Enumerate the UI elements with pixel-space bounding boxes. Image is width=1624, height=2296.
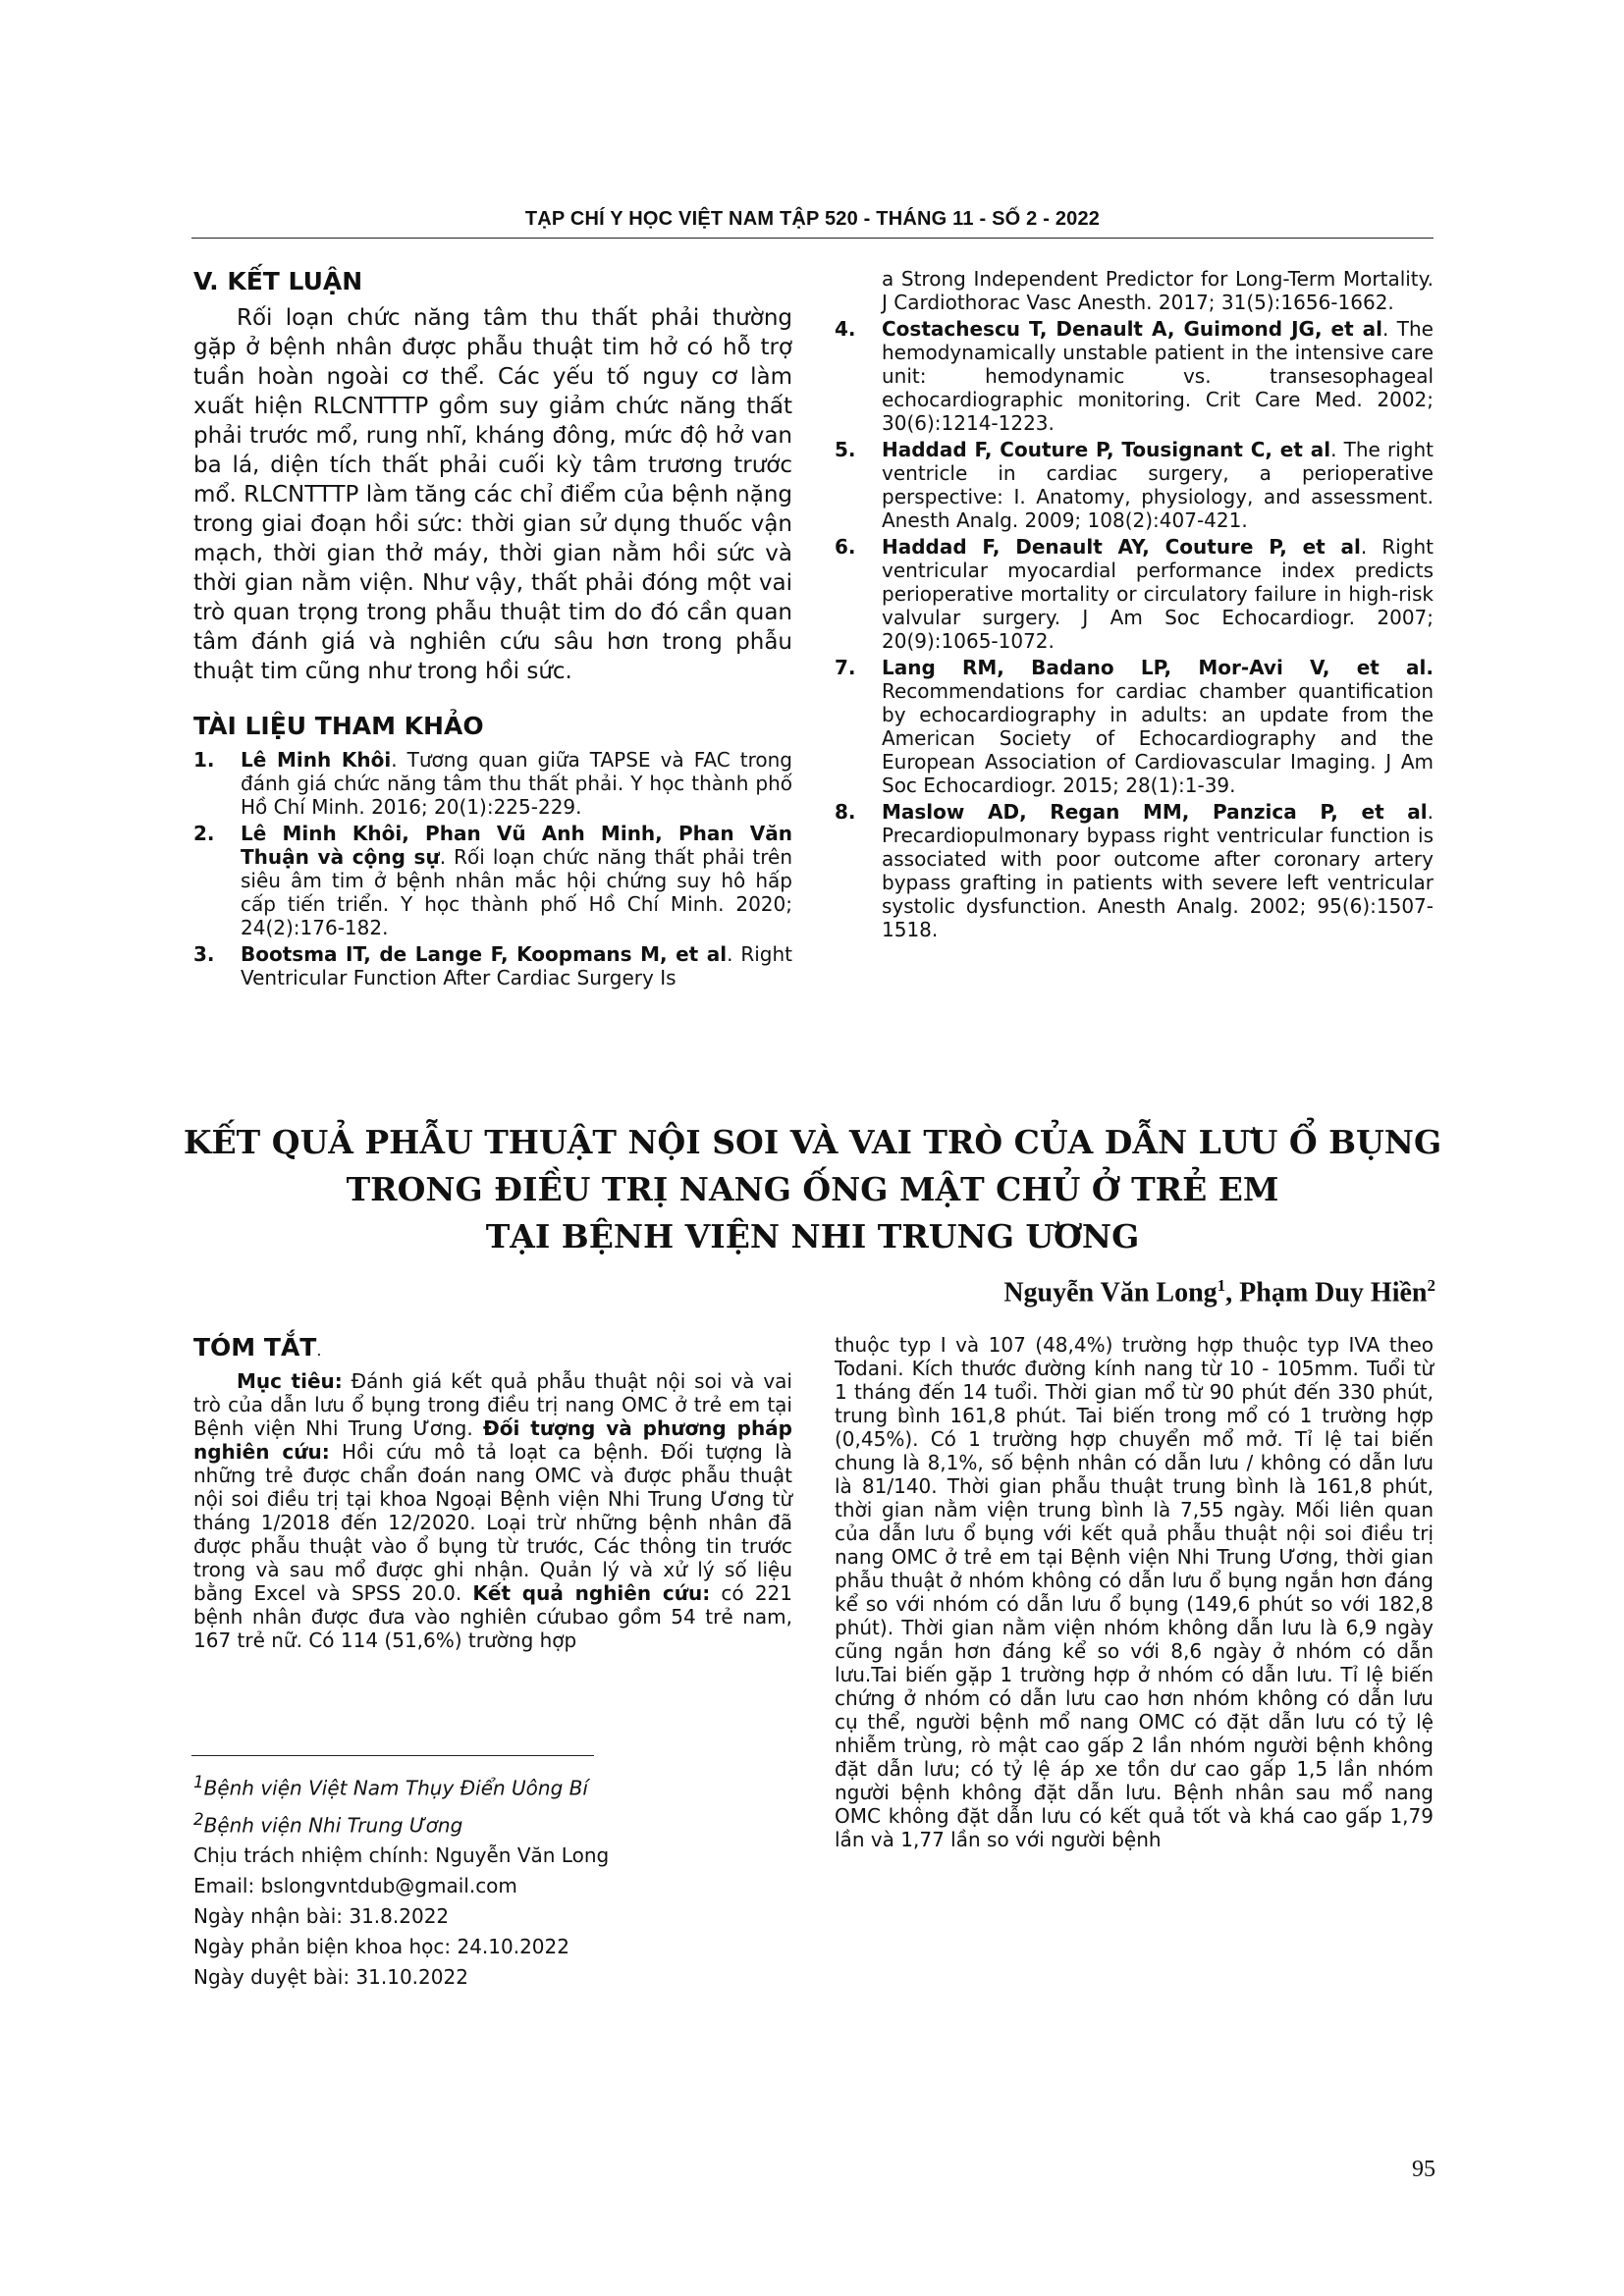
footnotes	[193, 1767, 684, 1993]
reference-continuation: a Strong Independent Predictor for Long-Term Mortality. J Cardiothorac Vasc Anesth. 2017; 31(5):1656-1662.	[882, 267, 1434, 314]
left-column-top	[193, 267, 792, 992]
right-column-top	[835, 267, 1434, 944]
reference-item: 8. Maslow AD, Regan MM, Panzica P, et al. Precardiopulmonary bypass right ventricular function is associated with poor outcome after coronary artery bypass grafting in patients with severe left ventricular systolic dysfunction. Anesth Analg. 2002; 95(6):1507-1518.	[835, 800, 1434, 941]
article-title	[147, 1119, 1478, 1260]
page-number: 95	[1412, 2157, 1435, 2182]
date-approved: Ngày duyệt bài: 31.10.2022	[193, 1965, 468, 1990]
abstract-left	[193, 1333, 792, 1652]
date-reviewed: Ngày phản biện khoa học: 24.10.2022	[193, 1935, 569, 1959]
reference-item: 3. Bootsma IT, de Lange F, Koopmans M, et al. Right Ventricular Function After Cardiac Surgery Is	[193, 942, 792, 989]
article-authors: Nguyễn Văn Long$^1$, Phạm Duy Hiền$^2$	[1003, 1276, 1435, 1308]
reference-item: 6. Haddad F, Denault AY, Couture P, et al. Right ventricular myocardial performance index predicts perioperative mortality or circulatory failure in high-risk valvular surgery. J Am Soc Echocardiogr. 2007; 20(9):1065-1072.	[835, 535, 1434, 653]
abstract-text: Mục tiêu: Đánh giá kết quả phẫu thuật nội soi và vai trò của dẫn lưu ổ bụng trong điều trị nang OMC ở trẻ em tại Bệnh viện Nhi Trung Ương. Đối tượng và phương pháp nghiên cứu: Hồi cứu mô tả loạt ca bệnh. Đối tượng là những trẻ được chẩn đoán nang OMC và được phẫu thuật nội soi điều trị tại khoa Ngoại Bệnh viện Nhi Trung Ương từ tháng 1/2018 đến 12/2020. Loại trừ những bệnh nhân đã được phẫu thuật vào ổ bụng từ trước, Các thông tin trước trong và sau mổ được ghi nhận. Quản lý và xử lý số liệu bằng Excel và SPSS 20.0. Kết quả nghiên cứu: có 221 bệnh nhân được đưa vào nghiên cứubao gồm 54 trẻ nam, 167 trẻ nữ. Có 114 (51,6%) trường hợp	[193, 1369, 793, 1652]
reference-item: 7. Lang RM, Badano LP, Mor-Avi V, et al. Recommendations for cardiac chamber quantification by echocardiography in adults: an update from the American Society of Echocardiography and the European Association of Cardiovascular Imaging. J Am Soc Echocardiogr. 2015; 28(1):1-39.	[835, 656, 1434, 797]
footnote-rule	[191, 1755, 594, 1756]
corresponding-author: Chịu trách nhiệm chính: Nguyễn Văn Long	[193, 1843, 610, 1868]
reference-item: 4. Costachescu T, Denault A, Guimond JG, et al. The hemodynamically unstable patient in the intensive care unit: hemodynamic vs. transesophageal echocardiographic monitoring. Crit Care Med. 2002; 30(6):1214-1223.	[835, 317, 1434, 435]
header-rule	[191, 238, 1434, 239]
email: Email: bslongvntdub@gmail.com	[193, 1874, 517, 1898]
reference-item: 1. Lê Minh Khôi. Tương quan giữa TAPSE và FAC trong đánh giá chức năng tâm thu thất phải. Y học thành phố Hồ Chí Minh. 2016; 20(1):225-229.	[193, 748, 792, 819]
abstract-title: TÓM TẮT.	[193, 1333, 322, 1362]
conclusion-title: V. KẾT LUẬN	[193, 267, 363, 295]
references-list-right	[835, 317, 1434, 941]
references-title: TÀI LIỆU THAM KHẢO	[193, 712, 484, 740]
reference-item: 2. Lê Minh Khôi, Phan Vũ Anh Minh, Phan Văn Thuận và cộng sự. Rối loạn chức năng thất phải trên siêu âm tim ở bệnh nhân mắc hội chứng suy hô hấp cấp tiến triển. Y học thành phố Hồ Chí Minh. 2020; 24(2):176-182.	[193, 822, 792, 939]
abstract-continuation: thuộc typ I và 107 (48,4%) trường hợp thuộc typ IVA theo Todani. Kích thước đường kính nang từ 10 - 105mm. Tuổi từ 1 tháng đến 14 tuổi. Thời gian mổ từ 90 phút đến 330 phút, trung bình 161,8 phút. Tai biến trong mổ có 1 trường hợp (0,45%). Có 1 trường hợp chuyển mổ mở. Tỉ lệ tai biến chung là 8,1%, số bệnh nhân có dẫn lưu / không có dẫn lưu là 81/140. Thời gian phẫu thuật trung bình là 161,8 phút, thời gian nằm viện trung bình là 7,55 ngày. Mối liên quan của dẫn lưu ổ bụng với kết quả phẫu thuật nội soi điều trị nang OMC ở trẻ em tại Bệnh viện Nhi Trung Ương, thời gian phẫu thuật ở nhóm không có dẫn lưu ổ bụng ngắn hơn đáng kể so với nhóm có dẫn lưu ổ bụng (149,6 phút so với 182,8 phút). Thời gian nằm viện nhóm không dẫn lưu là 6,9 ngày cũng ngắn hơn đáng kể so với 8,6 ngày ở nhóm có dẫn lưu.Tai biến gặp 1 trường hợp ở nhóm có dẫn lưu. Tỉ lệ biến chứng ở nhóm có dẫn lưu cao hơn nhóm không có dẫn lưu cụ thể, người bệnh mổ nang OMC có đặt dẫn lưu có tỷ lệ nhiễm trùng, rò mật cao gấp 2 lần nhóm người bệnh không đặt dẫn lưu; có tỷ lệ áp xe tồn dư cao gấp 1,5 lần nhóm người bệnh không đặt dẫn lưu. Bệnh nhân sau mổ nang OMC không đặt dẫn lưu có kết quả tốt và khá cao gấp 1,79 lần và 1,77 lần so với người bệnh	[835, 1333, 1434, 1851]
reference-item: 5. Haddad F, Couture P, Tousignant C, et al. The right ventricle in cardiac surgery, a perioperative perspective: I. Anatomy, physiology, and assessment. Anesth Analg. 2009; 108(2):407-421.	[835, 438, 1434, 532]
article-title-line: TẠI BỆNH VIỆN NHI TRUNG ƯƠNG	[485, 1217, 1140, 1255]
affiliation-2: $^2$Bệnh viện Nhi Trung Ương	[193, 1809, 463, 1838]
article-title-line: TRONG ĐIỀU TRỊ NANG ỐNG MẬT CHỦ Ở TRẺ EM	[346, 1170, 1279, 1208]
affiliation-1: $^1$Bệnh viện Việt Nam Thụy Điển Uông Bí	[193, 1773, 588, 1800]
article-title-line: KẾT QUẢ PHẪU THUẬT NỘI SOI VÀ VAI TRÒ CỦA DẪN LƯU Ổ BỤNG	[183, 1123, 1442, 1161]
conclusion-text: Rối loạn chức năng tâm thu thất phải thường gặp ở bệnh nhân được phẫu thuật tim hở có hỗ trợ tuần hoàn ngoài cơ thể. Các yếu tố nguy cơ làm xuất hiện RLCNTTTP gồm suy giảm chức năng thất phải trước mổ, rung nhĩ, kháng đông, mức độ hở van ba lá, diện tích thất phải cuối kỳ tâm trương trước mổ. RLCNTTTP làm tăng các chỉ điểm của bệnh nặng trong giai đoạn hồi sức: thời gian sử dụng thuốc vận mạch, thời gian thở máy, thời gian nằm hồi sức và thời gian nằm viện. Như vậy, thất phải đóng một vai trò quan trọng trong phẫu thuật tim do đó cần quan tâm đánh giá và nghiên cứu sâu hơn trong phẫu thuật tim cũng như trong hồi sức.	[193, 305, 792, 684]
date-received: Ngày nhận bài: 31.8.2022	[193, 1904, 450, 1929]
journal-header: TẠP CHÍ Y HỌC VIỆT NAM TẬP 520 - THÁNG 11 - SỐ 2 - 2022	[524, 208, 1101, 230]
references-list-left	[193, 748, 792, 989]
abstract-right	[835, 1333, 1434, 1851]
